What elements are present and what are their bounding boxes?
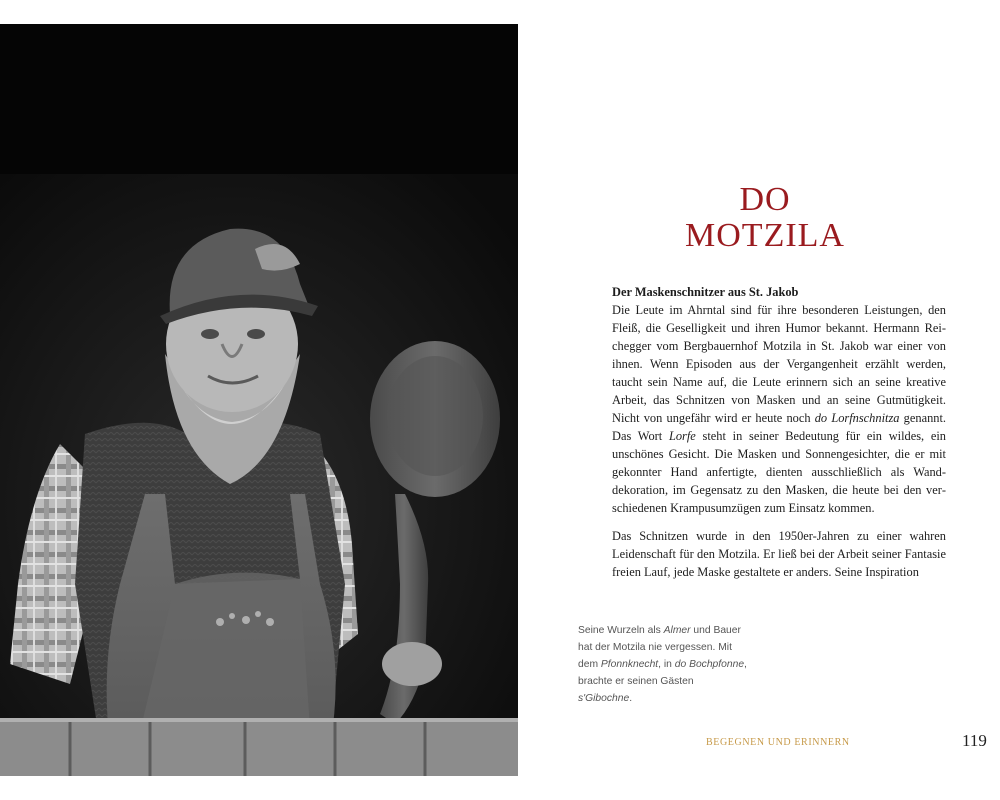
paragraph-1-text-a: Die Leute im Ahrntal sind für ihre besonderen Leistungen, den Fleiß, die Geselligkeit und ihren Humor bekannt. Hermann Reichegger vom Bergbauernhof Motzila in St. Jakob war einer von ihnen. Wenn Episoden aus der Vergangenheit erzählt werden, taucht sein Name auf, die Leute erinnern sich an seine kreative Arbeit, das Schnitzen von Masken und an seine Gutmütigkeit. Nicht von ungefähr wird er heute noch bbox=[612, 303, 946, 425]
portrait-photo bbox=[0, 24, 518, 776]
caption-text-e: . bbox=[629, 693, 633, 704]
caption-text-d: , brachte er seinen Gästen bbox=[578, 659, 747, 687]
paragraph-1-emphasis-b: Lorfe bbox=[668, 429, 696, 443]
paragraph-2: Das Schnitzen wurde in den 1950er-Jahren zu einer wahren Leidenschaft für den Motzila. Er ließ bei der Arbeit seiner Fantasie freien Lauf, jede Maske gestaltete er anders. Seine Inspiration bbox=[612, 529, 946, 579]
paragraph-1 bbox=[612, 283, 946, 517]
article-body bbox=[612, 283, 946, 591]
caption-emphasis-d: s'Gibochne bbox=[578, 693, 630, 704]
photo-illustration bbox=[0, 24, 518, 776]
article-title bbox=[600, 182, 930, 254]
title-line-2: MOTZILA bbox=[685, 217, 845, 254]
caption-emphasis-b: Pfonnknecht bbox=[600, 659, 659, 670]
title-line-1: DO bbox=[739, 181, 791, 218]
caption-text-c: , in bbox=[658, 659, 675, 670]
section-footer-label: BEGEGNEN UND ERINNERN bbox=[706, 737, 850, 748]
caption-text-b: und Bauer hat der Motzila nie vergessen. Mit dem bbox=[578, 625, 741, 670]
paragraph-1-emphasis-a: do Lorfnschnitza bbox=[814, 411, 900, 425]
photo-caption bbox=[578, 622, 750, 707]
paragraph-1-text-b: genannt. Das Wort bbox=[612, 411, 946, 443]
caption-text-a: Seine Wurzeln als bbox=[578, 625, 664, 636]
subheading: Der Maskenschnitzer aus St. Jakob bbox=[612, 285, 799, 299]
page-number: 119 bbox=[962, 731, 987, 750]
caption-emphasis-c: do Bochpfonne bbox=[674, 659, 745, 670]
paragraph-1-text-c: steht in seiner Bedeutung für ein wildes, ein unschönes Gesicht. Die Masken und Sonnengesichter, die er mit gekonnter Hand anfertigte, dienten ausschließlich als Wanddekoration, im Gegensatz zu den Masken, die heute bei den verschiedenen Krampusumzügen zum Einsatz kommen. bbox=[612, 429, 946, 515]
caption-emphasis-a: Almer bbox=[663, 625, 691, 636]
